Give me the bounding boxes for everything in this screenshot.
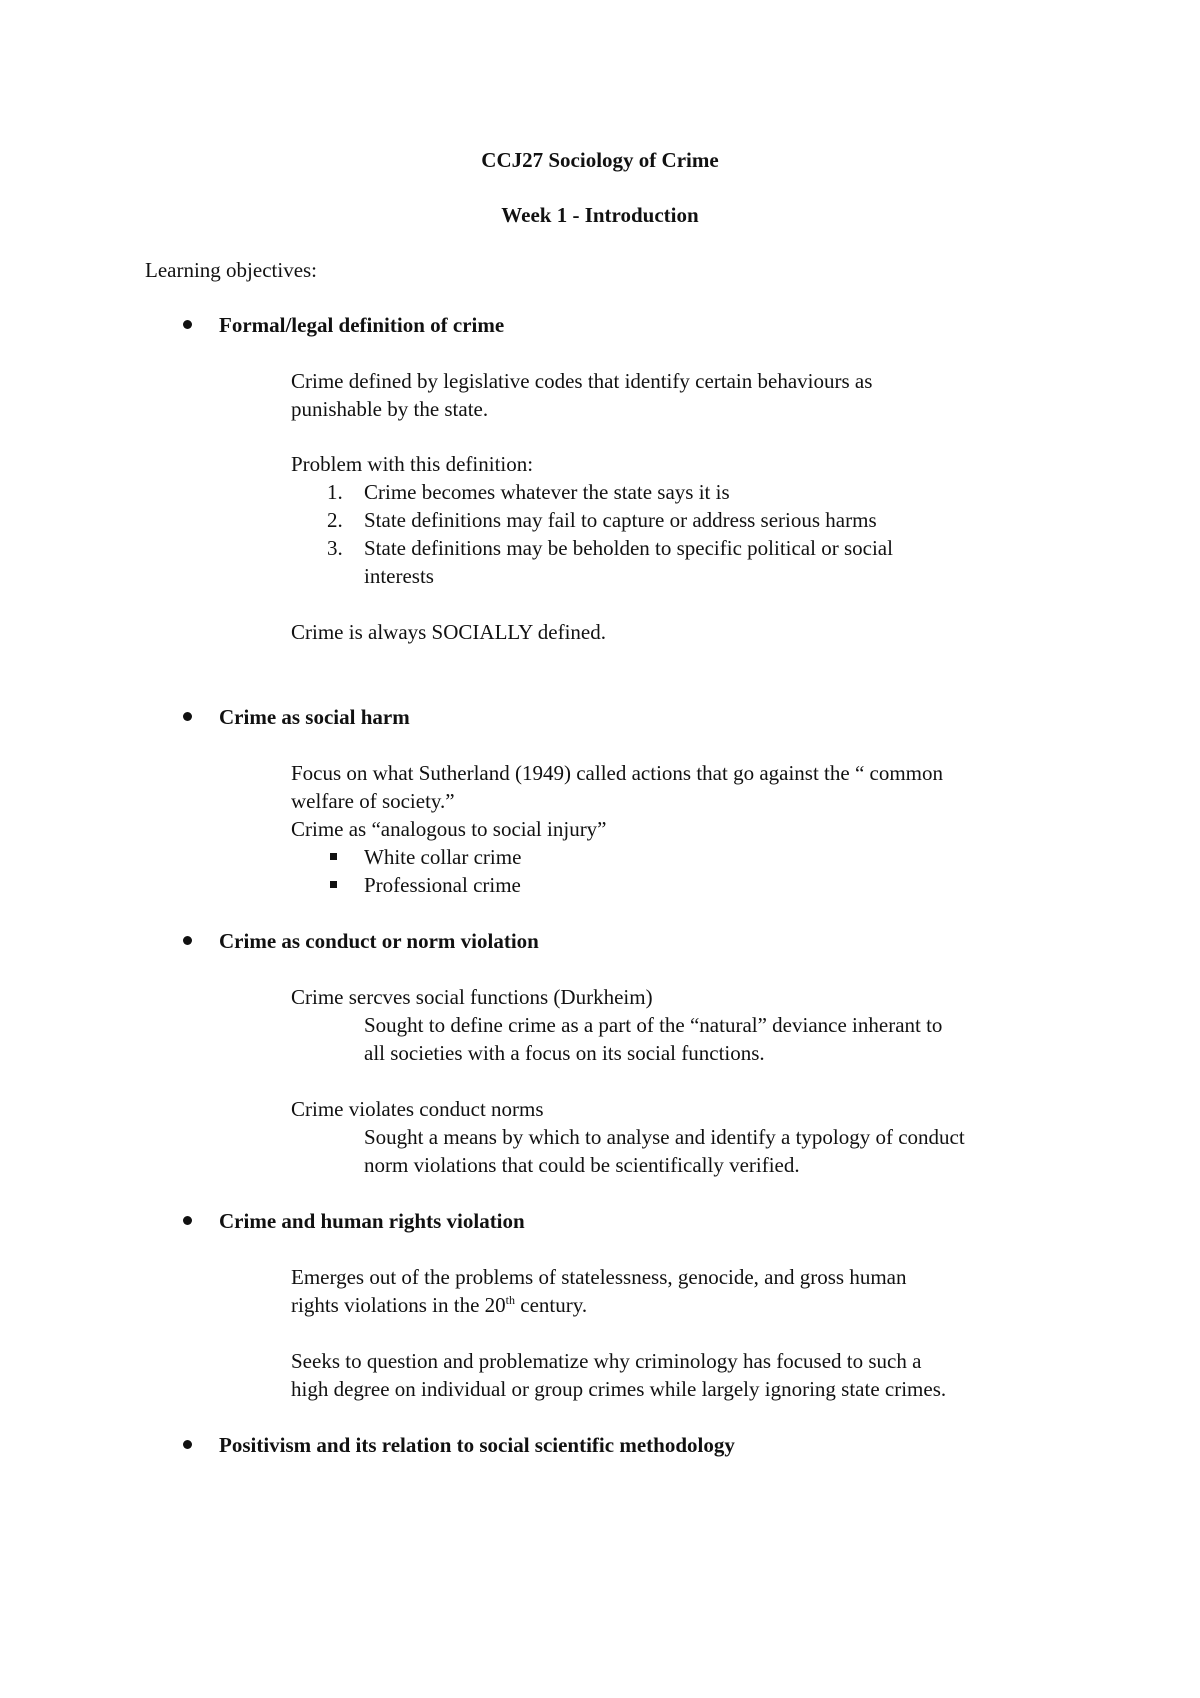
problem-number: 2. xyxy=(327,508,343,532)
section-heading-norm-violation: Crime as conduct or norm violation xyxy=(219,929,539,953)
formal-def-line: Crime defined by legislative codes that identify certain behaviours as xyxy=(291,369,873,393)
formal-def-line: punishable by the state. xyxy=(291,397,489,421)
norm-text-line: norm violations that could be scientifically verified. xyxy=(364,1153,800,1177)
problem-number: 1. xyxy=(327,480,343,504)
norm-subtitle: Crime sercves social functions (Durkheim) xyxy=(291,985,653,1009)
norm-text-line: all societies with a focus on its social functions. xyxy=(364,1041,765,1065)
bullet-icon xyxy=(183,712,192,721)
social-harm-item: White collar crime xyxy=(364,845,522,869)
problem-label: Problem with this definition: xyxy=(291,452,534,476)
section-heading-social-harm: Crime as social harm xyxy=(219,705,410,729)
human-rights-line: rights violations in the 20th century. xyxy=(291,1293,588,1317)
social-harm-line: Crime as “analogous to social injury” xyxy=(291,817,607,841)
problem-item: State definitions may fail to capture or address serious harms xyxy=(364,508,877,532)
section-heading-human-rights: Crime and human rights violation xyxy=(219,1209,525,1233)
norm-subtitle: Crime violates conduct norms xyxy=(291,1097,544,1121)
problem-item: State definitions may be beholden to specific political or social xyxy=(364,536,893,560)
course-title: CCJ27 Sociology of Crime xyxy=(481,148,719,172)
norm-text-line: Sought a means by which to analyse and identify a typology of conduct xyxy=(364,1125,965,1149)
bullet-icon xyxy=(183,1216,192,1225)
human-rights-line: Emerges out of the problems of statelessness, genocide, and gross human xyxy=(291,1265,907,1289)
section-heading-formal-definition: Formal/legal definition of crime xyxy=(219,313,505,337)
problem-number: 3. xyxy=(327,536,343,560)
human-rights-line: Seeks to question and problematize why criminology has focused to such a xyxy=(291,1349,922,1373)
social-harm-line: welfare of society.” xyxy=(291,789,455,813)
social-harm-line: Focus on what Sutherland (1949) called actions that go against the “ common xyxy=(291,761,944,785)
bullet-icon xyxy=(183,320,192,329)
problem-item-continued: interests xyxy=(364,564,434,588)
norm-text-line: Sought to define crime as a part of the “natural” deviance inherant to xyxy=(364,1013,943,1037)
section-heading-positivism: Positivism and its relation to social scientific methodology xyxy=(219,1433,735,1457)
bullet-icon xyxy=(183,1440,192,1449)
square-bullet-icon xyxy=(330,881,337,888)
intro-label: Learning objectives: xyxy=(145,258,318,282)
square-bullet-icon xyxy=(330,853,337,860)
problem-item: Crime becomes whatever the state says it is xyxy=(364,480,730,504)
week-title: Week 1 - Introduction xyxy=(501,203,699,227)
bullet-icon xyxy=(183,936,192,945)
human-rights-line: high degree on individual or group crimes while largely ignoring state crimes. xyxy=(291,1377,947,1401)
social-harm-item: Professional crime xyxy=(364,873,521,897)
formal-def-conclusion: Crime is always SOCIALLY defined. xyxy=(291,620,606,644)
